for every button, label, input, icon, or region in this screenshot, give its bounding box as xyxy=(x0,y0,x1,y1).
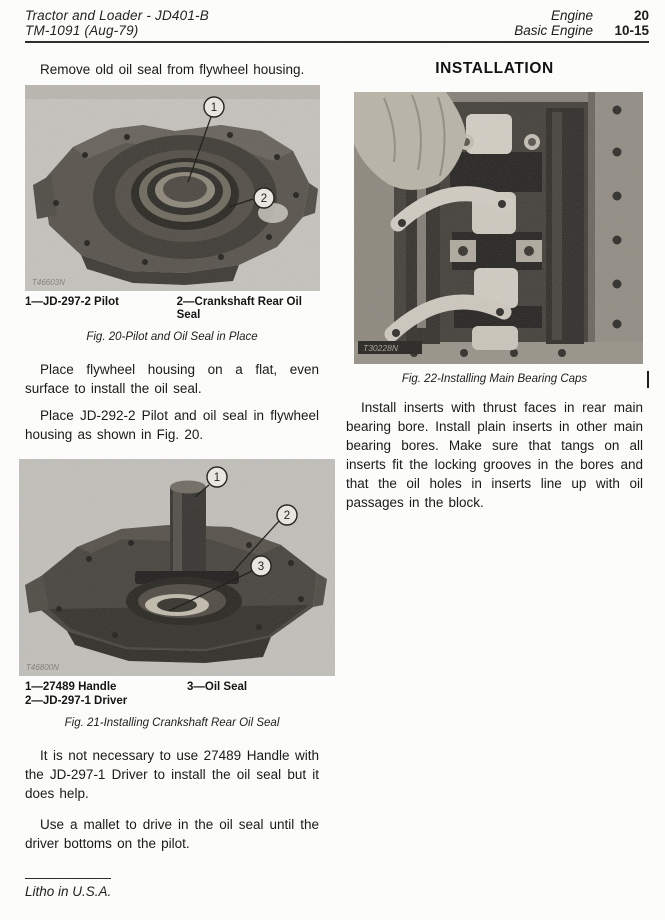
litho-note: Litho in U.S.A. xyxy=(25,884,112,899)
figure-21-photo xyxy=(19,459,335,676)
legend-item: 2—Crankshaft Rear Oil Seal xyxy=(176,296,302,321)
svg-text:2: 2 xyxy=(283,510,291,522)
legend-item: 3—Oil Seal xyxy=(187,681,248,693)
figure-20-photo xyxy=(25,85,320,291)
header-rule xyxy=(25,41,649,43)
paragraph-remove-seal: Remove old oil seal from flywheel housing. xyxy=(40,62,305,77)
svg-text:2: 2 xyxy=(260,193,268,205)
section-heading-installation: INSTALLATION xyxy=(435,60,554,77)
page-number: 10-15 xyxy=(614,23,649,38)
right-column xyxy=(346,58,643,512)
revision-mark xyxy=(647,371,649,388)
manual-title: Tractor and Loader - JD401-B xyxy=(25,8,209,23)
photo-id-label: T46603N xyxy=(32,278,65,287)
paragraph-place-flat: Place flywheel housing on a flat, even surface to install the oil seal. xyxy=(25,362,319,396)
manual-number: TM-1091 (Aug-79) xyxy=(25,23,139,38)
paragraph-mallet: Use a mallet to drive in the oil seal until the driver bottoms on the pilot. xyxy=(25,817,319,851)
legend-item: 1—JD-297-2 Pilot xyxy=(25,296,119,308)
subsection-name: Basic Engine xyxy=(514,23,593,38)
svg-text:3: 3 xyxy=(257,561,265,573)
figure-22-photo xyxy=(354,92,643,364)
svg-text:1: 1 xyxy=(210,102,218,114)
paragraph-not-necessary: It is not necessary to use 27489 Handle with the JD-297-1 Driver to install the oil seal but it does help. xyxy=(25,748,319,801)
footer-rule xyxy=(25,878,111,879)
figure-21-legend xyxy=(25,681,319,708)
paragraph-install-inserts: Install inserts with thrust faces in rear main bearing bore. Install plain inserts in other main bearing bores. Make sure that tangs on all inserts fit the locking grooves in the bores and that the oil holes in inserts line up with oil passages in the block. xyxy=(346,400,643,510)
photo-id-label: T46800N xyxy=(26,663,59,672)
figure-20-legend xyxy=(25,296,319,322)
paragraph-place-pilot: Place JD-292-2 Pilot and oil seal in flywheel housing as shown in Fig. 20. xyxy=(25,408,319,442)
figure-22-caption: Fig. 22-Installing Main Bearing Caps xyxy=(401,373,588,385)
left-column xyxy=(25,60,319,853)
svg-text:1: 1 xyxy=(213,472,221,484)
section-name: Engine xyxy=(550,8,593,23)
figure-21-caption: Fig. 21-Installing Crankshaft Rear Oil Seal xyxy=(64,717,280,729)
legend-item: 2—JD-297-1 Driver xyxy=(25,695,128,707)
photo-id-label: T30228N xyxy=(363,343,398,353)
page-header xyxy=(25,8,649,38)
section-number: 20 xyxy=(633,8,649,23)
legend-item: 1—27489 Handle xyxy=(25,681,117,693)
figure-20-caption: Fig. 20-Pilot and Oil Seal in Place xyxy=(86,331,258,343)
page-footer xyxy=(25,878,325,899)
